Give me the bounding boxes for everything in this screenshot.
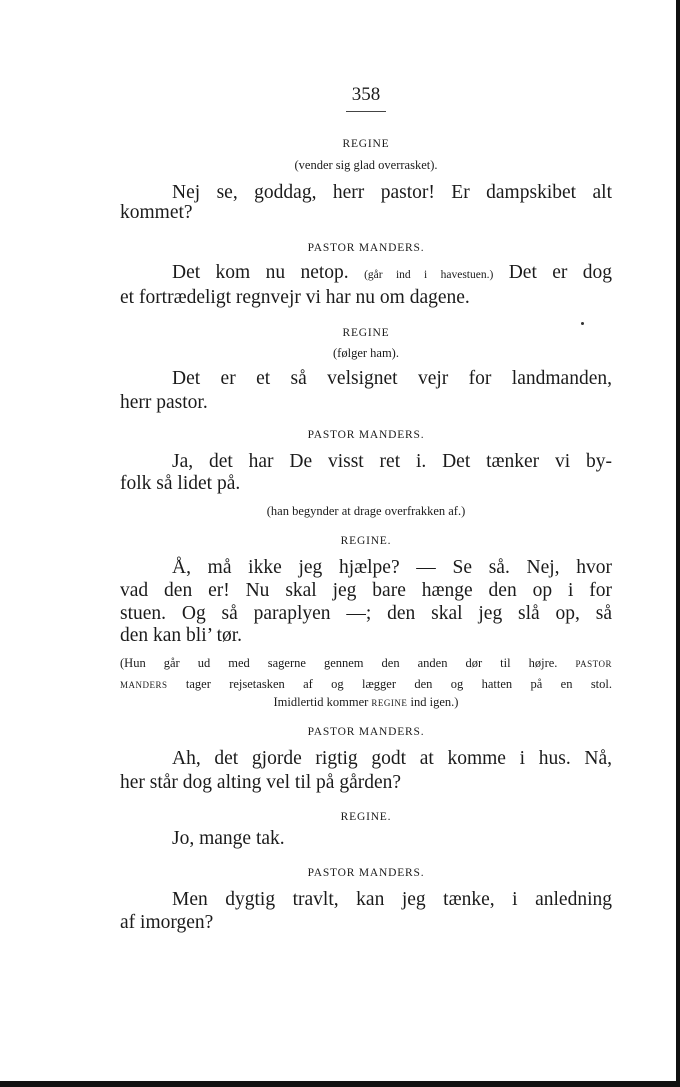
dialogue-line: her står dog alting vel til på gården? bbox=[120, 772, 402, 793]
stage-direction-text: (Hun går ud med sagerne gennem den anden dør til højre. bbox=[120, 656, 558, 670]
speaker-pastor-manders: PASTOR MANDERS. bbox=[307, 429, 425, 441]
dialogue-line: Ah, det gjorde rigtig godt at komme i hus. Nå, bbox=[172, 748, 612, 769]
stage-direction-line bbox=[120, 656, 612, 671]
stage-direction-line bbox=[120, 695, 612, 710]
stage-direction-line bbox=[120, 677, 612, 692]
stage-direction-text: Imidlertid kommer bbox=[273, 695, 369, 709]
dialogue-line: Det er et så velsignet vejr for landmanden, bbox=[172, 368, 612, 389]
dialogue-line: stuen. Og så paraplyen —; den skal jeg slå op, så bbox=[120, 603, 612, 624]
dialogue-line: Nej se, goddag, herr pastor! Er dampskibet alt bbox=[172, 182, 612, 203]
character-name: MANDERS bbox=[120, 680, 168, 690]
dialogue-line: herr pastor. bbox=[120, 392, 208, 413]
dialogue-text: Det er dog bbox=[508, 262, 613, 283]
stage-direction: (han begynder at drage overfrakken af.) bbox=[266, 504, 466, 518]
speaker-pastor-manders: PASTOR MANDERS. bbox=[307, 726, 425, 738]
speaker-regine: REGINE bbox=[342, 327, 390, 339]
inline-stage-direction: (går ind i havestuen.) bbox=[364, 269, 494, 281]
stage-direction: (følger ham). bbox=[333, 346, 399, 360]
dialogue-line: et fortrædeligt regnvejr vi har nu om dagene. bbox=[120, 287, 470, 308]
character-name: REGINE bbox=[371, 698, 408, 708]
page-number: 358 bbox=[351, 84, 381, 105]
page-number-rule bbox=[346, 111, 386, 112]
character-name: PASTOR bbox=[575, 659, 612, 669]
speaker-pastor-manders: PASTOR MANDERS. bbox=[307, 867, 425, 879]
dialogue-line: Ja, det har De visst ret i. Det tænker vi by- bbox=[172, 451, 612, 472]
dialogue-line: Men dygtig travlt, kan jeg tænke, i anledning bbox=[172, 889, 612, 910]
dialogue-line: vad den er! Nu skal jeg bare hænge den op i for bbox=[120, 580, 612, 601]
stage-direction-text: ind igen.) bbox=[410, 695, 459, 709]
dialogue-line: af imorgen? bbox=[120, 912, 214, 933]
dialogue-line bbox=[120, 262, 612, 284]
speaker-regine: REGINE. bbox=[340, 811, 392, 823]
speck bbox=[581, 322, 584, 325]
dialogue-text: Det kom nu netop. bbox=[172, 262, 349, 283]
speaker-regine: REGINE bbox=[342, 138, 390, 150]
dialogue-line: Å, må ikke jeg hjælpe? — Se så. Nej, hvor bbox=[172, 557, 612, 578]
page-edge-bottom bbox=[0, 1081, 680, 1087]
dialogue-line: kommet? bbox=[120, 202, 193, 223]
stage-direction-text: tager rejsetasken af og lægger den og hatten på en stol. bbox=[185, 677, 612, 691]
dialogue-line: folk så lidet på. bbox=[120, 473, 241, 494]
speaker-pastor-manders: PASTOR MANDERS. bbox=[307, 242, 425, 254]
stage-direction: (vender sig glad overrasket). bbox=[294, 158, 438, 172]
page-edge-right bbox=[676, 0, 680, 1087]
dialogue-line: den kan bli’ tør. bbox=[120, 625, 243, 646]
speaker-regine: REGINE. bbox=[340, 535, 392, 547]
dialogue-line: Jo, mange tak. bbox=[172, 828, 285, 849]
